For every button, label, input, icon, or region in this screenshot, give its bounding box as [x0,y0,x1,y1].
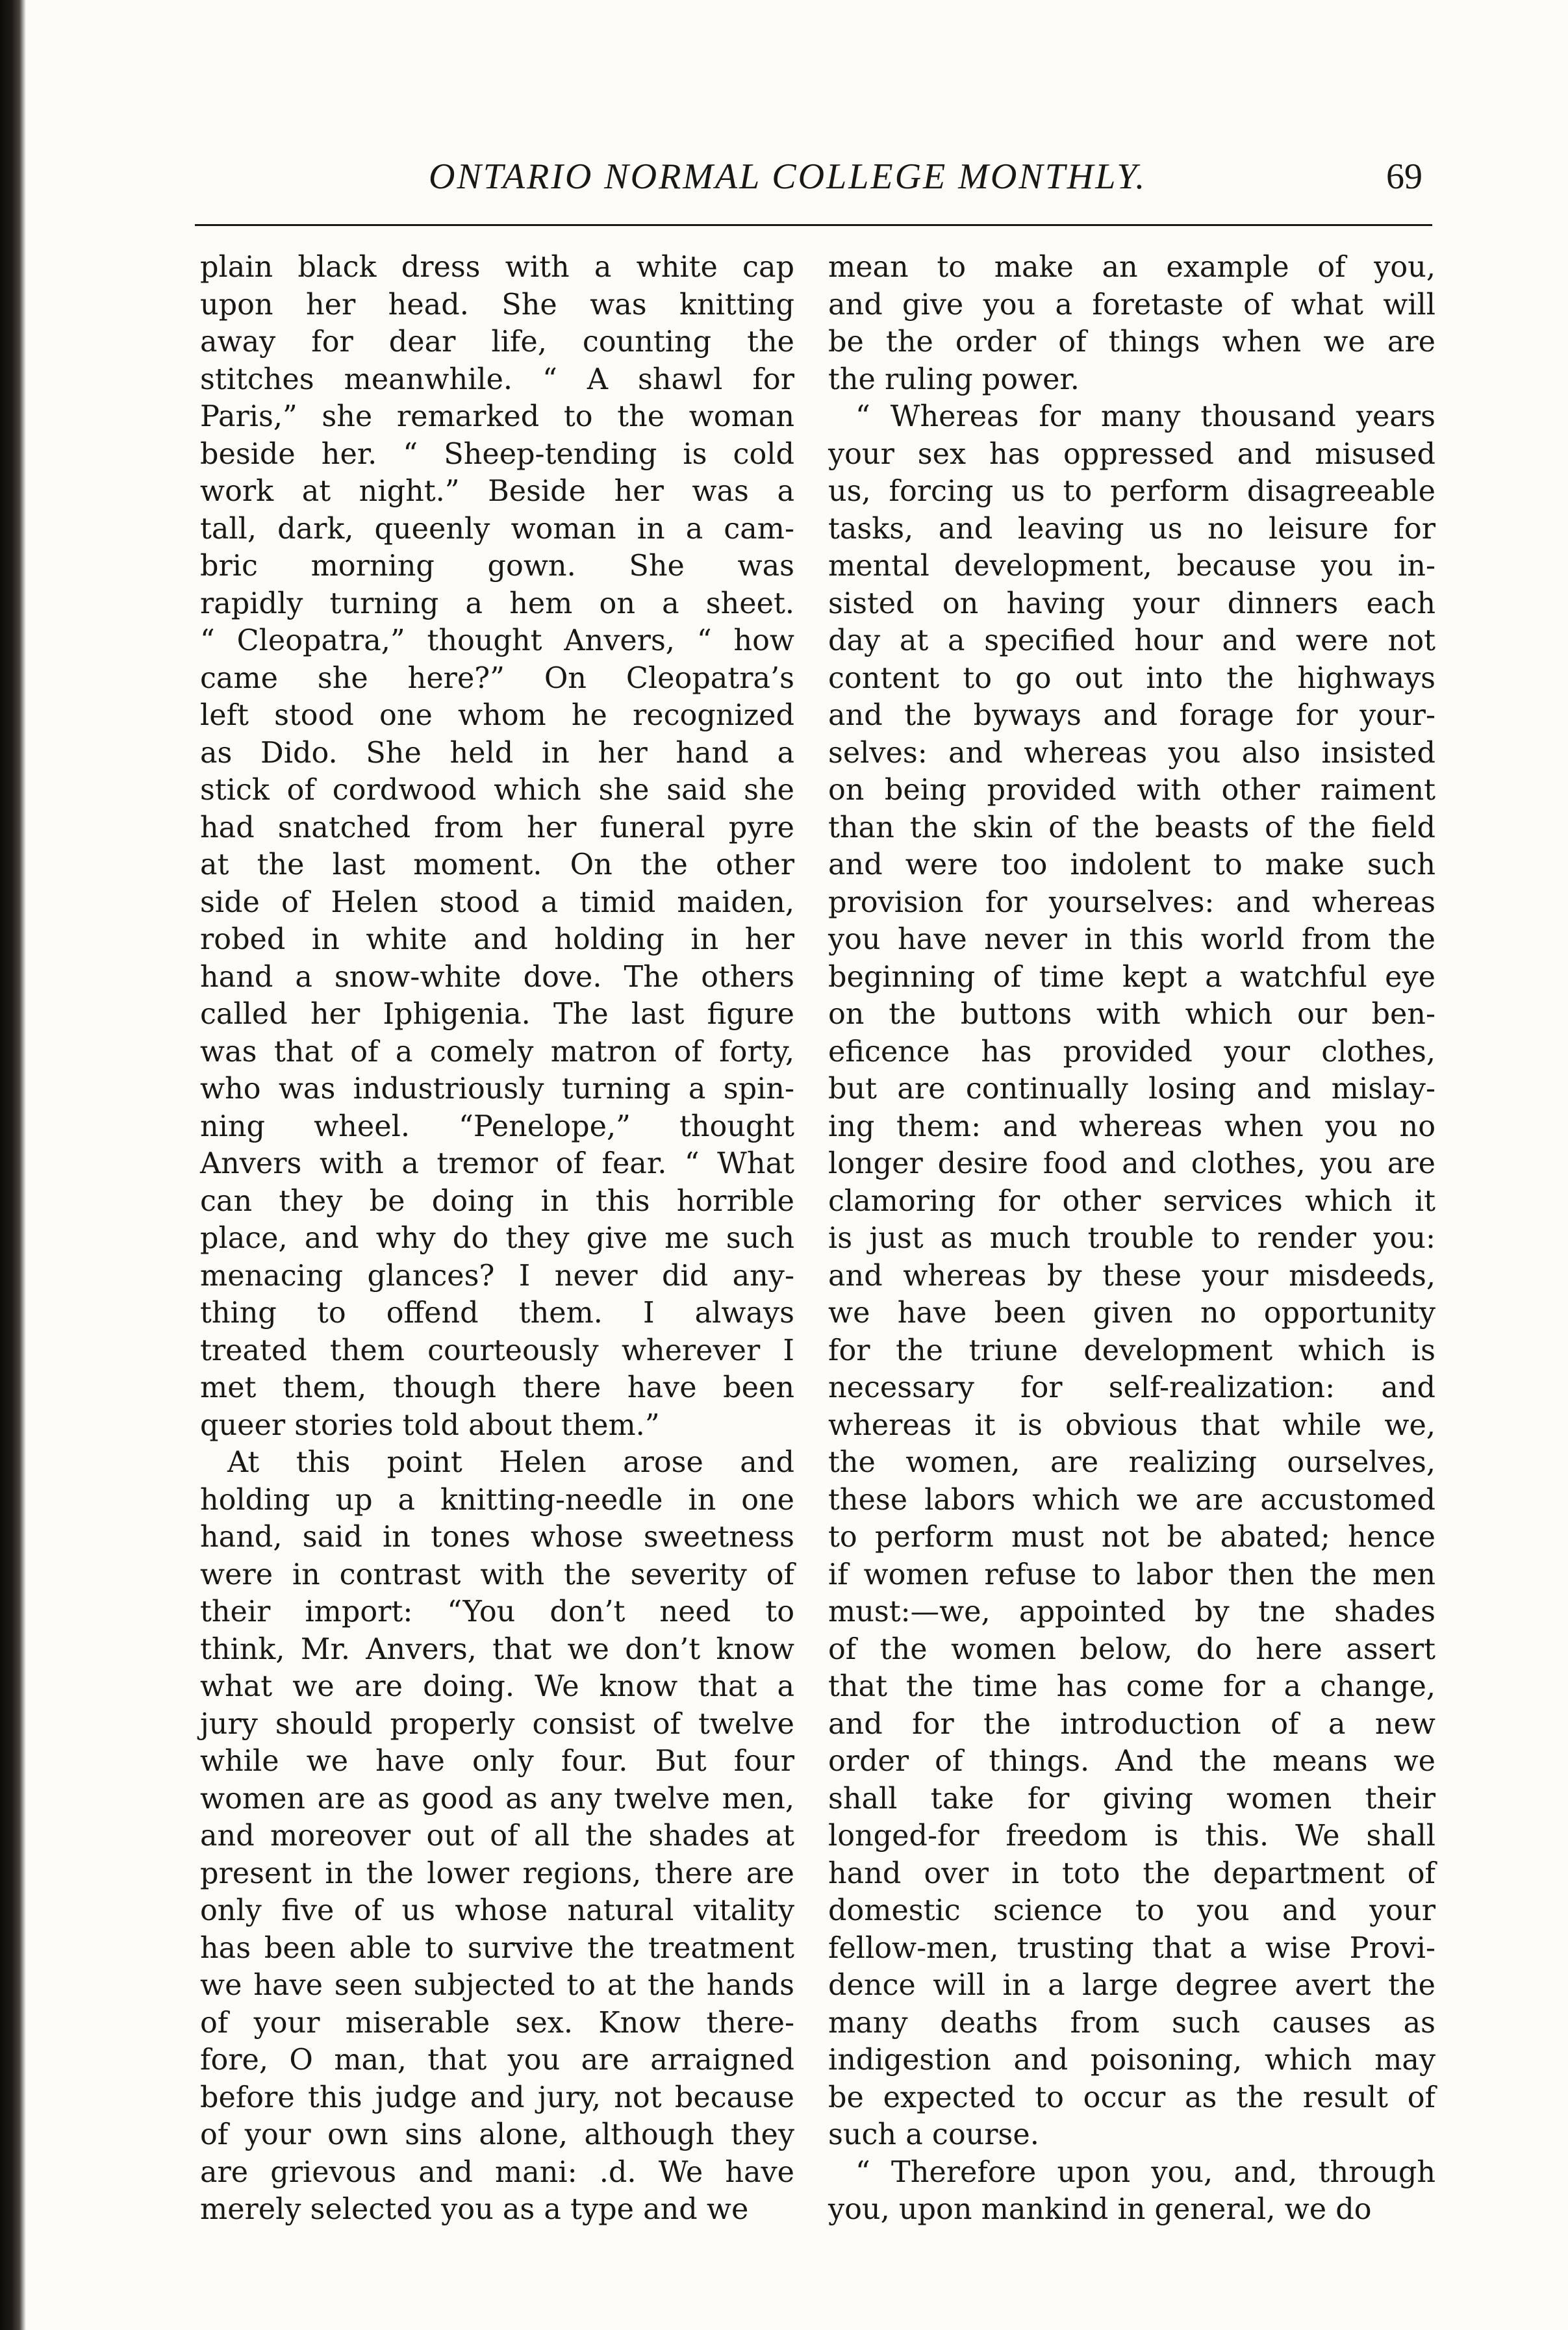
text-line: your sex has oppressed and misused [828,437,1435,471]
text-line: ing them: and whereas when you no [828,1109,1435,1143]
text-line: selves: and whereas you also insisted [828,736,1435,770]
text-line: these labors which we are accustomed [828,1483,1435,1517]
text-line: many deaths from such causes as [828,2006,1435,2040]
text-line: beside her. “ Sheep-tending is cold [200,437,794,471]
text-line: what we are doing. We know that a [200,1670,794,1703]
text-line: called her Iphigenia. The last figure [200,998,794,1031]
text-line: provision for yourselves: and whereas [828,885,1435,919]
text-line: side of Helen stood a timid maiden, [200,885,794,919]
text-line: left stood one whom he recognized [200,699,794,732]
text-line: plain black dress with a white cap [200,251,794,284]
text-line: and moreover out of all the shades at [200,1819,794,1853]
text-line: indigestion and poisoning, which may [828,2044,1435,2077]
text-line: hand, said in tones whose sweetness [200,1521,794,1554]
text-line: hand over in toto the department of [828,1856,1435,1890]
text-column-left [200,249,794,2226]
text-line: and whereas by these your misdeeds, [828,1259,1435,1293]
text-line: present in the lower regions, there are [200,1856,794,1890]
page-number: 69 [1386,157,1423,197]
text-line: we have been given no opportunity [828,1297,1435,1330]
text-line: as Dido. She held in her hand a [200,736,794,770]
text-line: bric morning gown. She was [200,550,794,583]
text-line: for the triune development which is [828,1334,1435,1367]
text-line: are grievous and mani: .d. We have [200,2155,794,2189]
text-line: clamoring for other services which it [828,1184,1435,1218]
text-line: dence will in a large degree avert the [828,1969,1435,2002]
text-line: is just as much trouble to render you: [828,1222,1435,1255]
header-rule [195,224,1432,226]
text-line: you, upon mankind in general, we do [828,2193,1372,2226]
text-line: mean to make an example of you, [828,251,1435,284]
text-line: on the buttons with which our ben- [828,998,1435,1031]
text-line: place, and why do they give me such [200,1222,794,1255]
text-line: has been able to survive the treatment [200,1931,794,1965]
text-line: stick of cordwood which she said she [200,774,794,807]
text-line: were in contrast with the severity of [200,1558,794,1591]
text-line: necessary for self-realization: and [828,1371,1435,1404]
text-column-right [828,249,1435,2226]
text-line: only five of us whose natural vitality [200,1894,794,1927]
text-line: than the skin of the beasts of the field [828,811,1435,844]
text-line: if women refuse to labor then the men [828,1558,1435,1591]
text-line: we have seen subjected to at the hands [200,1969,794,2002]
text-line: fellow-men, trusting that a wise Provi- [828,1931,1435,1965]
text-line: before this judge and jury, not because [200,2081,794,2114]
text-line: jury should properly consist of twelve [200,1707,794,1741]
text-line: mental development, because you in- [828,550,1435,583]
text-line: tasks, and leaving us no leisure for [828,512,1435,546]
text-line: treated them courteously wherever I [200,1334,794,1367]
text-line: tall, dark, queenly woman in a cam- [200,512,794,546]
running-title: ONTARIO NORMAL COLLEGE MONTHLY. [429,157,1147,197]
text-line: came she here?” On Cleopatra’s [200,661,794,695]
text-line: away for dear life, counting the [200,325,794,359]
text-line: on being provided with other raiment [828,774,1435,807]
text-line: you have never in this world from the [828,923,1435,956]
page-header [195,151,1435,216]
text-line: at the last moment. On the other [200,848,794,881]
text-line: queer stories told about them.” [200,1408,660,1442]
text-line: be the order of things when we are [828,325,1435,359]
text-line: whereas it is obvious that while we, [828,1408,1435,1442]
text-line: day at a specified hour and were not [828,624,1435,657]
text-line: shall take for giving women their [828,1782,1435,1816]
text-line: had snatched from her funeral pyre [200,811,794,844]
text-line: longed-for freedom is this. We shall [828,1819,1435,1853]
text-line: “ Cleopatra,” thought Anvers, “ how [200,624,794,657]
text-line: rapidly turning a hem on a sheet. [200,587,794,620]
text-line: robed in white and holding in her [200,923,794,956]
text-line: who was industriously turning a spin- [200,1072,794,1106]
text-line: of your own sins alone, although they [200,2118,794,2151]
text-line: and for the introduction of a new [828,1707,1435,1741]
text-line: Paris,” she remarked to the woman [200,400,794,433]
text-line: longer desire food and clothes, you are [828,1147,1435,1180]
text-line: while we have only four. But four [200,1745,794,1778]
text-line: us, forcing us to perform disagreeable [828,475,1435,508]
text-line: must:—we, appointed by tne shades [828,1595,1435,1628]
text-line: was that of a comely matron of forty, [200,1035,794,1069]
text-line: upon her head. She was knitting [200,288,794,322]
text-line: At this point Helen arose and [227,1446,794,1479]
text-line: can they be doing in this horrible [200,1184,794,1218]
text-line: content to go out into the highways [828,661,1435,695]
text-line: and give you a foretaste of what will [828,288,1435,322]
text-line: their import: “You don’t need to [200,1595,794,1628]
text-line: “ Therefore upon you, and, through [855,2155,1435,2189]
text-line: stitches meanwhile. “ A shawl for [200,362,794,396]
text-line: domestic science to you and your [828,1894,1435,1927]
text-line: hand a snow-white dove. The others [200,960,794,994]
text-line: met them, though there have been [200,1371,794,1404]
text-line: order of things. And the means we [828,1745,1435,1778]
text-line: such a course. [828,2118,1039,2151]
text-line: women are as good as any twelve men, [200,1782,794,1816]
text-line: ning wheel. “Penelope,” thought [200,1109,794,1143]
text-line: of your miserable sex. Know there- [200,2006,794,2040]
book-binding-edge [0,0,26,2330]
text-line: eficence has provided your clothes, [828,1035,1435,1069]
text-line: the ruling power. [828,362,1080,396]
text-line: beginning of time kept a watchful eye [828,960,1435,994]
text-line: Anvers with a tremor of fear. “ What [200,1147,794,1180]
text-line: “ Whereas for many thousand years [855,400,1435,433]
text-line: menacing glances? I never did any- [200,1259,794,1293]
text-line: of the women below, do here assert [828,1632,1435,1666]
text-line: that the time has come for a change, [828,1670,1435,1703]
text-line: sisted on having your dinners each [828,587,1435,620]
text-line: the women, are realizing ourselves, [828,1446,1435,1479]
text-line: but are continually losing and mislay- [828,1072,1435,1106]
text-line: and were too indolent to make such [828,848,1435,881]
text-line: be expected to occur as the result of [828,2081,1435,2114]
text-line: work at night.” Beside her was a [200,475,794,508]
text-line: and the byways and forage for your- [828,699,1435,732]
text-line: think, Mr. Anvers, that we don’t know [200,1632,794,1666]
text-line: merely selected you as a type and we [200,2193,749,2226]
text-line: thing to offend them. I always [200,1297,794,1330]
text-line: to perform must not be abated; hence [828,1521,1435,1554]
text-line: holding up a knitting-needle in one [200,1483,794,1517]
text-line: fore, O man, that you are arraigned [200,2044,794,2077]
